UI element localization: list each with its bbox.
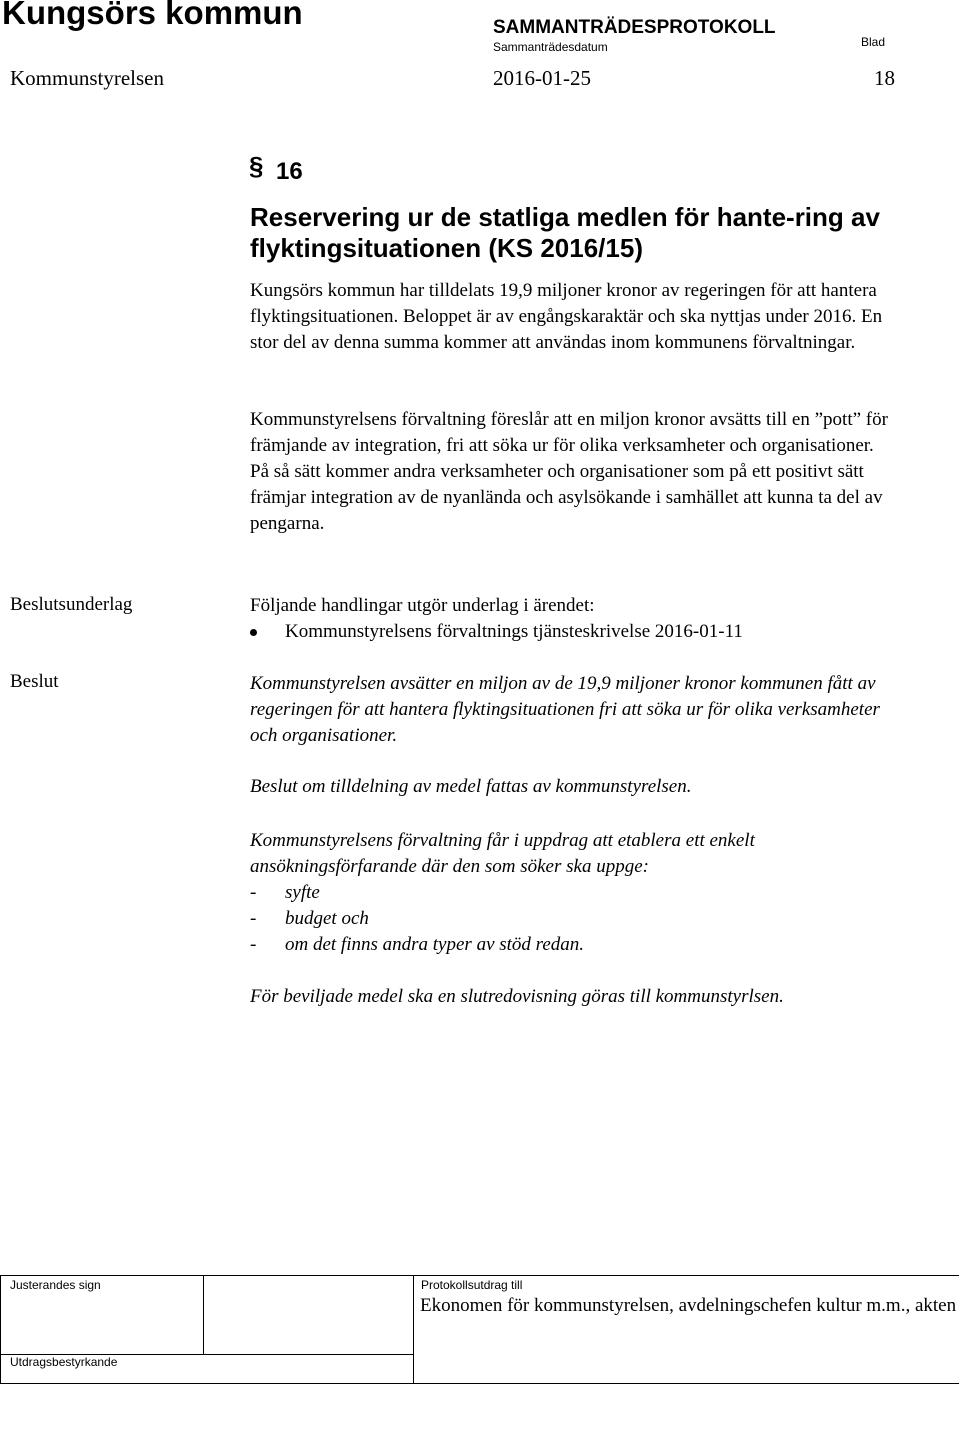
decision-label: Beslut <box>10 671 59 692</box>
meeting-date-label: Sammanträdesdatum <box>493 40 608 54</box>
justerandes-sign-label: Justerandes sign <box>10 1278 101 1292</box>
proposal-paragraph: Kommunstyrelsens förvaltning föreslår att en miljon kronor avsätts till en ”pott” för främjande av integration, fri att söka ur för olika verksamheter och organisationer. På så sätt kommer andra verksamheter och organisationer som på ett positivt sätt främjar integration av de nyanlända och asylsökande i samhället att kunna ta del av pengarna. <box>250 409 888 534</box>
basis-label: Beslutsunderlag <box>10 594 133 615</box>
bullet-icon <box>250 629 257 636</box>
paragraph-number: 16 <box>276 158 303 185</box>
intro-paragraph: Kungsörs kommun har tilldelats 19,9 miljoner kronor av regeringen för att hantera flyktingsituationen. Beloppet är av engångskaraktär och ska nyttjas under 2016. En stor del av denna summa kommer att användas inom kommunens förvaltningar. <box>250 280 883 353</box>
decision-paragraph-3: Kommunstyrelsens förvaltning får i uppdrag att etablera ett enkelt ansökningsförfarande där den som söker ska uppge: <box>250 830 755 877</box>
requirements-list <box>250 880 584 958</box>
footer-divider <box>203 1275 204 1354</box>
requirement-item: om det finns andra typer av stöd redan. <box>285 934 585 955</box>
list-item <box>250 880 584 906</box>
basis-item: Kommunstyrelsens förvaltnings tjänsteskrivelse 2016-01-11 <box>285 621 743 642</box>
body-name: Kommunstyrelsen <box>10 66 164 90</box>
page-label: Blad <box>861 35 886 49</box>
basis-lead: Följande handlingar utgör underlag i ärendet: <box>250 595 595 616</box>
list-item <box>250 932 584 958</box>
organization-name: Kungsörs kommun <box>2 0 303 31</box>
requirement-item: syfte <box>285 882 320 903</box>
basis-list <box>250 619 743 645</box>
requirement-item: budget och <box>285 908 369 929</box>
dash-icon: - <box>250 882 257 903</box>
document-type: SAMMANTRÄDESPROTOKOLL <box>493 17 776 38</box>
dash-icon: - <box>250 934 257 955</box>
paragraph-sign: § <box>249 151 264 181</box>
footer-divider <box>413 1275 414 1383</box>
extract-certification-label: Utdragsbestyrkande <box>10 1355 118 1369</box>
dash-icon: - <box>250 908 257 929</box>
meeting-date: 2016-01-25 <box>493 66 591 90</box>
list-item <box>250 619 743 645</box>
extract-to-label: Protokollsutdrag till <box>421 1278 523 1292</box>
decision-paragraph-1: Kommunstyrelsen avsätter en miljon av de 19,9 miljoner kronor kommunen fått av regeringen för att hantera flyktingsituationen fri att söka ur för olika verksamheter och organisationer. <box>250 673 880 746</box>
extract-recipients: Ekonomen för kommunstyrelsen, avdelningschefen kultur m.m., akten <box>420 1295 957 1316</box>
decision-paragraph-4: För beviljade medel ska en slutredovisning göras till kommunstyrlsen. <box>250 986 784 1007</box>
page-number: 18 <box>874 66 895 90</box>
decision-paragraph-2: Beslut om tilldelning av medel fattas av kommunstyrelsen. <box>250 776 692 797</box>
list-item <box>250 906 584 932</box>
section-title: Reservering ur de statliga medlen för hante-ring av flyktingsituationen (KS 2016/15) <box>250 202 880 263</box>
